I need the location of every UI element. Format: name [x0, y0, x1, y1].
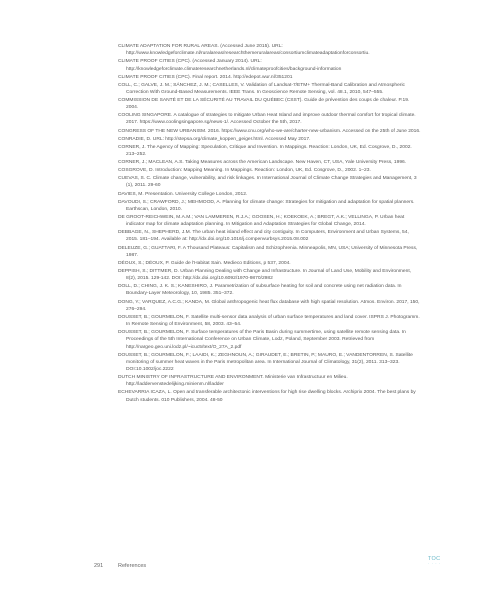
reference-entry: CONGRESS OF THE NEW URBANISM. 2016. https://www.cnu.org/who-we-are/charter-new-urbanism. Accessed on the 25th of June 2016.: [118, 128, 421, 134]
page-number: 291: [94, 563, 104, 569]
reference-list: [118, 43, 422, 405]
toc-link[interactable]: [428, 556, 441, 566]
toc-dots-icon: · · · ·: [428, 561, 441, 566]
reference-entry: CLIMATE PROOF CITIES (CPC). Final report. 2014. http://edepot.wur.nl/351201: [118, 74, 293, 80]
reference-entry: DE GROOT-REICHWEIN, M.A.M.; VAN LAMMEREN, R.J.A.; GOOSEN, H.; KOEKOEK, A.; BREGT, A.K.; VELLINGA, P. Urban heat indicator map for climate adaptation planning. In Mitigation and Adaptation Strategies for Global Change, 2014.: [118, 214, 405, 228]
reference-entry: CORNER, J.; MACLEAN, A.S. Taking Measures across the American Landscape. New Haven, CT, USA, Yale University Press, 1996.: [118, 160, 407, 166]
running-footer: References: [118, 563, 147, 569]
reference-entry: DEBBAGE, N., SHEPHERD, J.M. The urban heat island effect and city contiguity. In Computers, Environment and Urban Systems, 54, 2015. 181–194. Available at: http://dx.doi.org/10.1016/j.compenvurbsys.2015.08.002: [118, 230, 409, 243]
reference-entry: DAVIES, M. Presentation. University College London, 2012.: [118, 191, 248, 197]
reference-entry: DAVOUDI, S.; CRAWFORD, J.; MEHMOOD, A. Planning for climate change: Strategies for mitigation and adaptation for spatial planners. Earthscan, London, 2010.: [118, 199, 415, 212]
reference-entry: DOUSSET, B.; GOURMELON, F. Surface temperatures of the Paris Basin during summertime, using satellite remote sensing data. In Proceedings of the 5th International Conference on Urban Climate, Lodz, Poland, September 2003. Retrieved from http://nargeo.geo.uni.lodz.pl/~icuc5/text/O_27A_2.pdf: [118, 330, 406, 350]
reference-entry: ECHEVARRIA ICAZA, L. Open and transferable architectonic interventions for high rise dwelling blocks. Archiprix 2004. The best plans by Dutch students. 010 Publishers, 2004. 48-50: [118, 390, 416, 403]
reference-entry: COMMISSION DE SANTÉ ET DE LA SÉCURITÉ AU TRAVAIL DU QUÉBEC (CSST). Guide de prévention des coups de chaleur. P.19. 2004.: [118, 97, 410, 111]
reference-entry: DUTCH MINISTRY OF INFRASTRUCTURE AND ENVIRONMENT. Ministerie van Infrastructuur en Milieu. http://laddervenstedelijking.minienm.nl/ladder: [118, 375, 348, 388]
toc-label: TOC: [428, 556, 441, 562]
reference-entry: COOLING SINGAPORE. A catalogue of strategies to mitigate Urban Heat Island and improve outdoor thermal comfort for tropical climate. 2017. https://www.coolingsingapore.sg/news-1/. Accessed October the 5th, 2017.: [118, 113, 416, 126]
reference-entry: DOLL, D.; CHING, J. K. S.; KANESHIRO, J. Parametrization of subsurface heating for soil and concrete using net radiation data. In Boundary-Layer Meteorology, 10, 1985. 351–372.: [118, 284, 402, 297]
reference-entry: CORNER, J. The Agency of Mapping: Speculation, Critique and Invention. In Mappings. Reaction: London, UK, Ed. Cosgrove, D., 2002. 213–252.: [118, 144, 412, 157]
reference-entry: DEPPISH, S.; DITTMER, D. Urban Planning Dealing with Change and Infrastructure. In Journal of Land Use, Mobility and Environment, 8(2), 2015. 129-142. DOI: http://dx.doi.org/10.6092/1970-9870/2982: [118, 268, 412, 282]
reference-entry: COSGROVE, D. Introduction: Mapping Meaning. In Mappings. Reaction: London, UK, Ed. Cosgrove, D., 2002. 1–23.: [118, 168, 371, 174]
reference-entry: CLIMATE PROOF CITIES (CPC). (Accessed January 2014). URL: http://knowledgeforclimate.climateresearchnetherlands.nl/climateproofcities/background-information: [118, 59, 342, 72]
reference-entry: CLIMATE ADAPTATION FOR RURAL AREAS. (Accessed June 2015). URL: http://www.knowledgeforclimate.nl/ruralareas/researchthemeruralareas/consortiumclimateadaptationforconsortiu.: [118, 44, 370, 57]
reference-entry: DOUSSET, B.; GOURMELON, F.; LAAIDI, K.; ZEGHNOUN, A.; GIRAUDET, E.; BRETIN, P.; MAURO, E.; VANDENTORREN, S. Satellite monitoring of summer heat waves in the Paris metropolitan area. In International Journal of Climatology, 31(2), 2011. 313–323. DOI:10.1002/joc.2222: [118, 352, 413, 373]
reference-entry: DONG, Y.; VARQUEZ, A.C.G.; KANDA, M. Global anthropogenic heat flux database with high spatial resolution. Atmos. Environ. 2017, 150, 276–294.: [118, 299, 420, 312]
reference-entry: DOUSSET, B.; GOURMELON, F. Satellite multi-sensor data analysis of urban surface temperatures and land cover. ISPRS J. Photogramm. In Remote Sensing of Environment, 58, 2003. 43–54.: [118, 314, 420, 328]
reference-entry: CUEVAS, S. C. Climate change, vulnerability, and risk linkages. In International Journal of Climate Change Strategies and Management, 3 (1), 2011. 29-60: [118, 176, 417, 189]
reference-entry: DELEUZE, G.; GUATTARI, F. A Thousand Plateaus: Capitalism and Schizophrenia. Minneapolis, MN, USA; University of Minnesota Press, 1987.: [118, 245, 418, 258]
reference-entry: CONRADIE, D. URL: http://stepsa.org/climate_koppen_geiger.html. Accessed May 2017.: [118, 136, 311, 142]
reference-entry: COLL, C.; GALVE, J. M.; SÁNCHEZ, J. M.; CASELLES, V. Validation of Landsat-7/ETM+ Thermal-Band Calibration and Atmospheric Correction With Ground-Based Measurements. IEEE Trans. In Geoscience Remote Sensing, vol. 48.1, 2010, 547–555.: [118, 82, 405, 95]
reference-entry: DÉOUX, S.; DÉOUX, P. Guide de l'Habitat Sain. Medieco Editions, p 537, 2004.: [118, 260, 291, 266]
